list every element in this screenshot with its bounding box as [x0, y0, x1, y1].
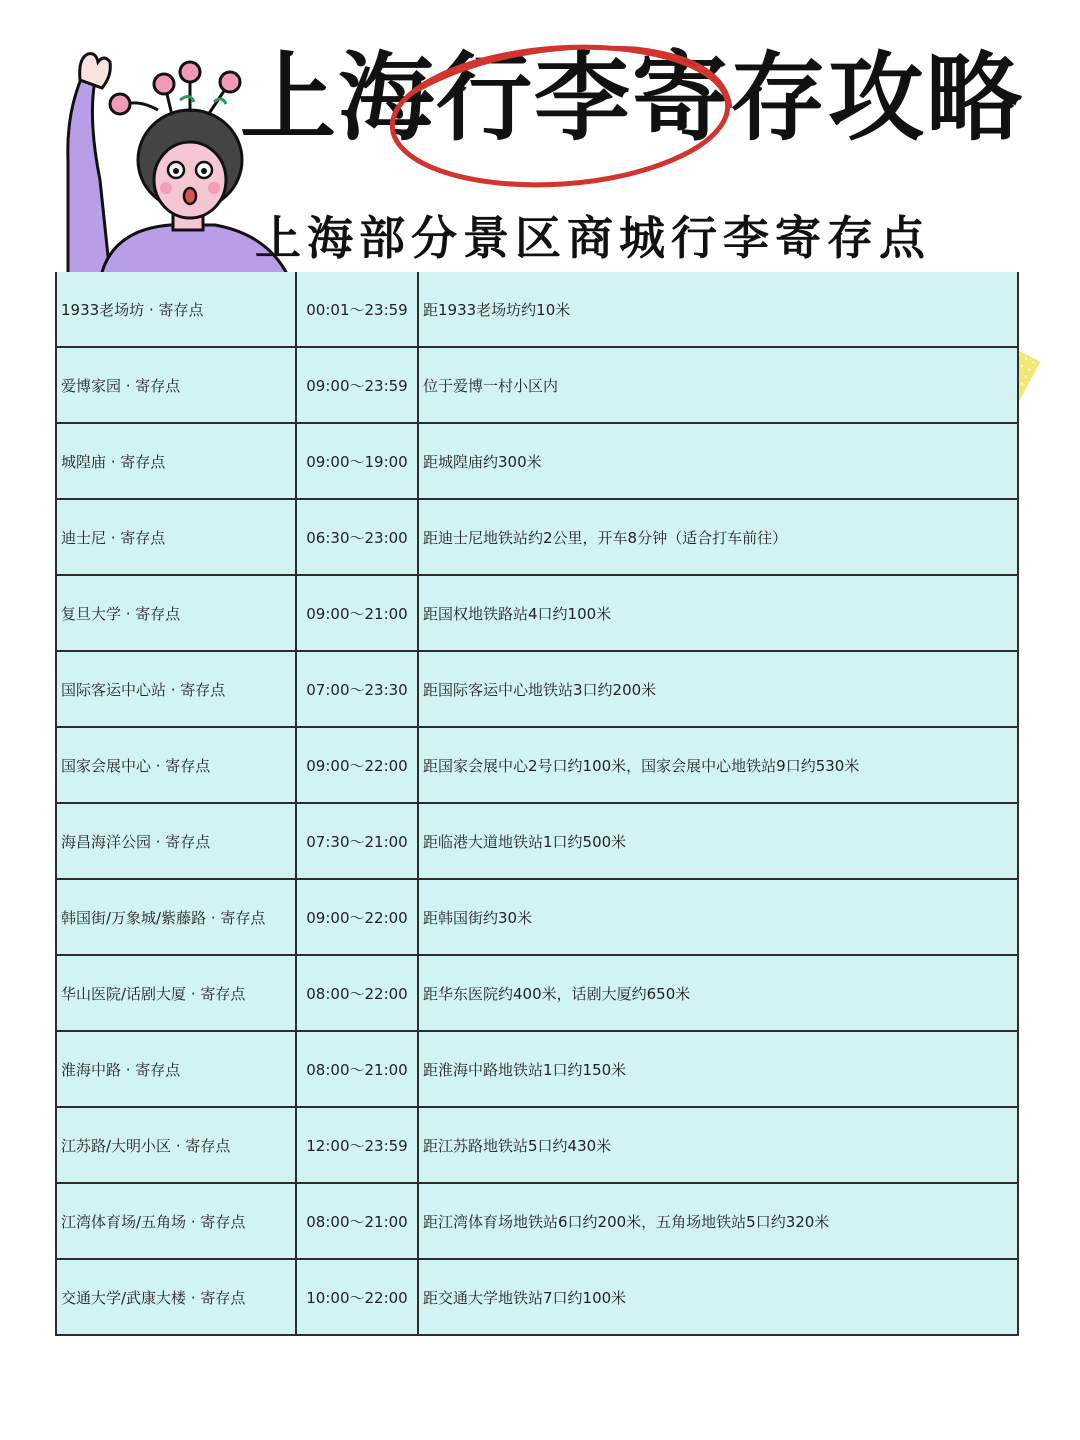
table-row: [56, 727, 1018, 803]
distance-note-cell: 距迪士尼地铁站约2公里，开车8分钟（适合打车前往）: [418, 499, 1018, 575]
distance-note-cell: 距国权地铁路站4口约100米: [418, 575, 1018, 651]
page-subtitle: 上海部分景区商城行李寄存点: [255, 211, 931, 265]
location-name-cell: 爱博家园 · 寄存点: [56, 347, 296, 423]
opening-hours-cell: 09:00～23:59: [296, 347, 418, 423]
table-row: [56, 347, 1018, 423]
opening-hours-cell: 09:00～19:00: [296, 423, 418, 499]
location-name-cell: 华山医院/话剧大厦 · 寄存点: [56, 955, 296, 1031]
location-name-cell: 国家会展中心 · 寄存点: [56, 727, 296, 803]
distance-note-cell: 距华东医院约400米，话剧大厦约650米: [418, 955, 1018, 1031]
opening-hours-cell: 12:00～23:59: [296, 1107, 418, 1183]
table-row: [56, 575, 1018, 651]
location-name-cell: 复旦大学 · 寄存点: [56, 575, 296, 651]
location-name-cell: 迪士尼 · 寄存点: [56, 499, 296, 575]
page-title: 上海行李寄存攻略: [240, 42, 1024, 154]
location-name-cell: 交通大学/武康大楼 · 寄存点: [56, 1259, 296, 1335]
table-row: [56, 423, 1018, 499]
location-name-cell: 韩国街/万象城/紫藤路 · 寄存点: [56, 879, 296, 955]
distance-note-cell: 距韩国街约30米: [418, 879, 1018, 955]
distance-note-cell: 距淮海中路地铁站1口约150米: [418, 1031, 1018, 1107]
opening-hours-cell: 09:00～21:00: [296, 575, 418, 651]
opening-hours-cell: 08:00～21:00: [296, 1031, 418, 1107]
location-name-cell: 江苏路/大明小区 · 寄存点: [56, 1107, 296, 1183]
distance-note-cell: 距国家会展中心2号口约100米，国家会展中心地铁站9口约530米: [418, 727, 1018, 803]
location-name-cell: 城隍庙 · 寄存点: [56, 423, 296, 499]
opening-hours-cell: 09:00～22:00: [296, 879, 418, 955]
location-name-cell: 淮海中路 · 寄存点: [56, 1031, 296, 1107]
distance-note-cell: 距江湾体育场地铁站6口约200米，五角场地铁站5口约320米: [418, 1183, 1018, 1259]
distance-note-cell: 距1933老场坊约10米: [418, 272, 1018, 347]
storage-table: [55, 272, 1019, 1336]
opening-hours-cell: 07:30～21:00: [296, 803, 418, 879]
distance-note-cell: 距城隍庙约300米: [418, 423, 1018, 499]
table-row: [56, 499, 1018, 575]
header: [0, 0, 1080, 280]
location-name-cell: 国际客运中心站 · 寄存点: [56, 651, 296, 727]
distance-note-cell: 距国际客运中心地铁站3口约200米: [418, 651, 1018, 727]
table-row: [56, 1183, 1018, 1259]
table-row: [56, 879, 1018, 955]
location-name-cell: 海昌海洋公园 · 寄存点: [56, 803, 296, 879]
opening-hours-cell: 08:00～22:00: [296, 955, 418, 1031]
distance-note-cell: 距交通大学地铁站7口约100米: [418, 1259, 1018, 1335]
distance-note-cell: 距江苏路地铁站5口约430米: [418, 1107, 1018, 1183]
location-name-cell: 江湾体育场/五角场 · 寄存点: [56, 1183, 296, 1259]
opening-hours-cell: 08:00～21:00: [296, 1183, 418, 1259]
opening-hours-cell: 09:00～22:00: [296, 727, 418, 803]
opening-hours-cell: 06:30～23:00: [296, 499, 418, 575]
table-row: [56, 803, 1018, 879]
table-row: [56, 1259, 1018, 1335]
table-row: [56, 651, 1018, 727]
opening-hours-cell: 00:01～23:59: [296, 272, 418, 347]
table-row: [56, 272, 1018, 347]
location-name-cell: 1933老场坊 · 寄存点: [56, 272, 296, 347]
table-row: [56, 955, 1018, 1031]
distance-note-cell: 位于爱博一村小区内: [418, 347, 1018, 423]
opening-hours-cell: 07:00～23:30: [296, 651, 418, 727]
table-row: [56, 1107, 1018, 1183]
opening-hours-cell: 10:00～22:00: [296, 1259, 418, 1335]
table-row: [56, 1031, 1018, 1107]
distance-note-cell: 距临港大道地铁站1口约500米: [418, 803, 1018, 879]
